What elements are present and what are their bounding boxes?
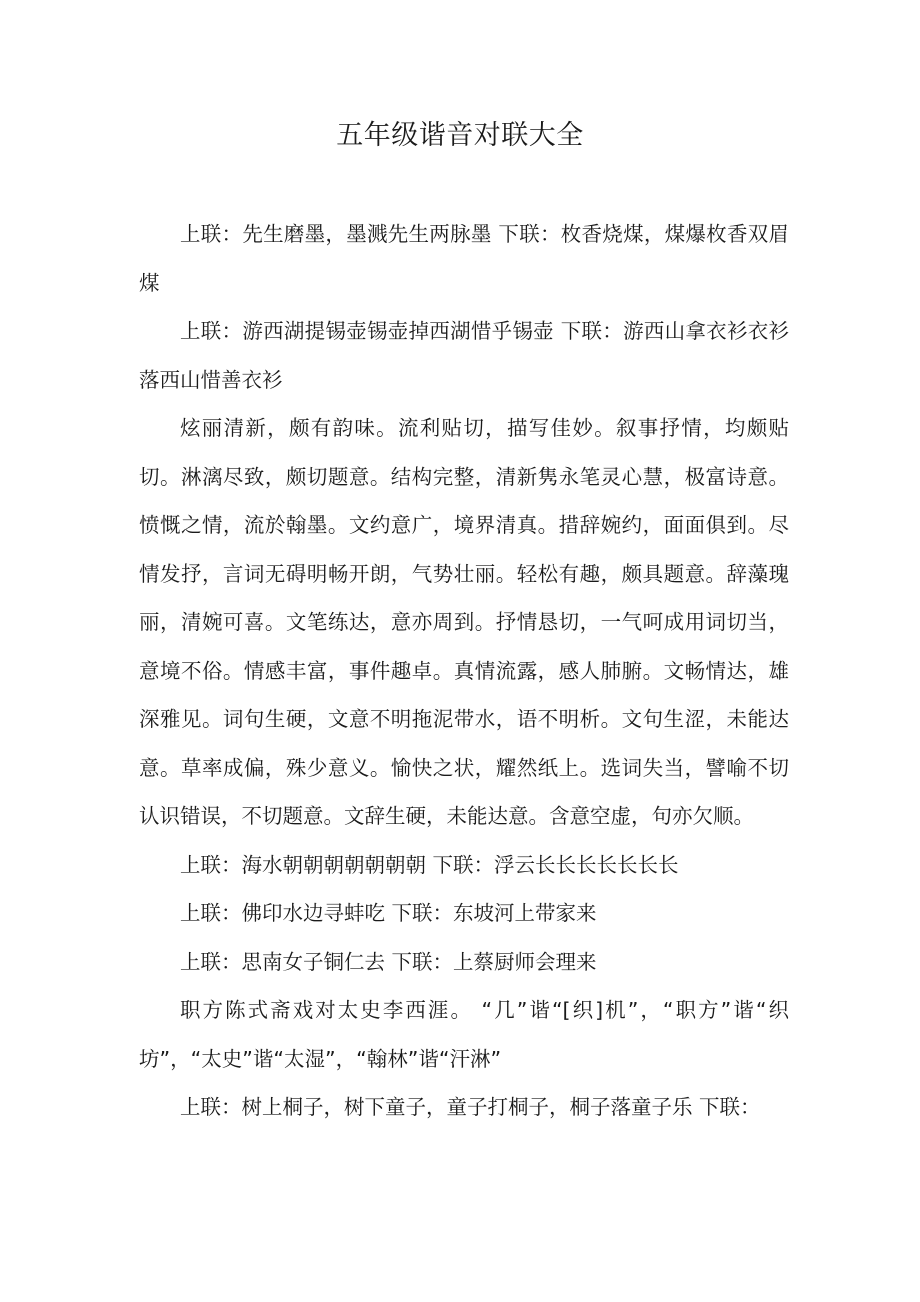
- paragraph-couplet-1: 上联：先生磨墨，墨溅先生两脉墨 下联：枚香烧煤，煤爆枚香双眉煤: [139, 222, 789, 295]
- paragraph-couplet-6: 上联：树上桐子，树下童子，童子打桐子，桐子落童子乐 下联：: [180, 1095, 761, 1119]
- document-title: 五年级谐音对联大全: [336, 120, 584, 151]
- paragraph-couplet-5: 上联：思南女子铜仁去 下联：上蔡厨师会理来: [180, 949, 597, 974]
- paragraph-couplet-2: 上联：游西湖提锡壶锡壶掉西湖惜乎锡壶 下联：游西山拿衣衫衣衫落西山惜善衣衫: [139, 319, 789, 392]
- paragraph-comments: 炫丽清新，颇有韵味。流利贴切，描写佳妙。叙事抒情，均颇贴切。淋漓尽致，颇切题意。结构完整，清新隽永笔灵心慧，极富诗意。愤慨之情，流於翰墨。文约意广，境界清真。措辞婉约，面面俱到。尽情发抒，言词无碍明畅开朗，气势壮丽。轻松有趣，颇具题意。辞藻瑰丽，清婉可喜。文笔练达，意亦周到。抒情恳切，一气呵成用词切当，意境不俗。情感丰富，事件趣卓。真情流露，感人肺腑。文畅情达，雄深雅见。词句生硬，文意不明拖泥带水，语不明析。文句生涩，未能达意。草率成偏，殊少意义。愉快之状，耀然纸上。选词失当，譬喻不切认识错误，不切题意。文辞生硬，未能达意。含意空虚，句亦欠顺。: [139, 416, 789, 828]
- document-body: [139, 210, 789, 1132]
- paragraph-couplet-3: 上联：海水朝朝朝朝朝朝朝 下联：浮云长长长长长长长: [180, 852, 679, 877]
- paragraph-couplet-4: 上联：佛印水边寻蚌吃 下联：东坡河上带家来: [180, 901, 597, 925]
- paragraph-explanation: 职方陈式斋戏对太史李西涯。 “几”谐“[织]机”，“职方”谐“织坊”，“太史”谐“太湿”，“翰林”谐“汗淋”: [139, 998, 789, 1071]
